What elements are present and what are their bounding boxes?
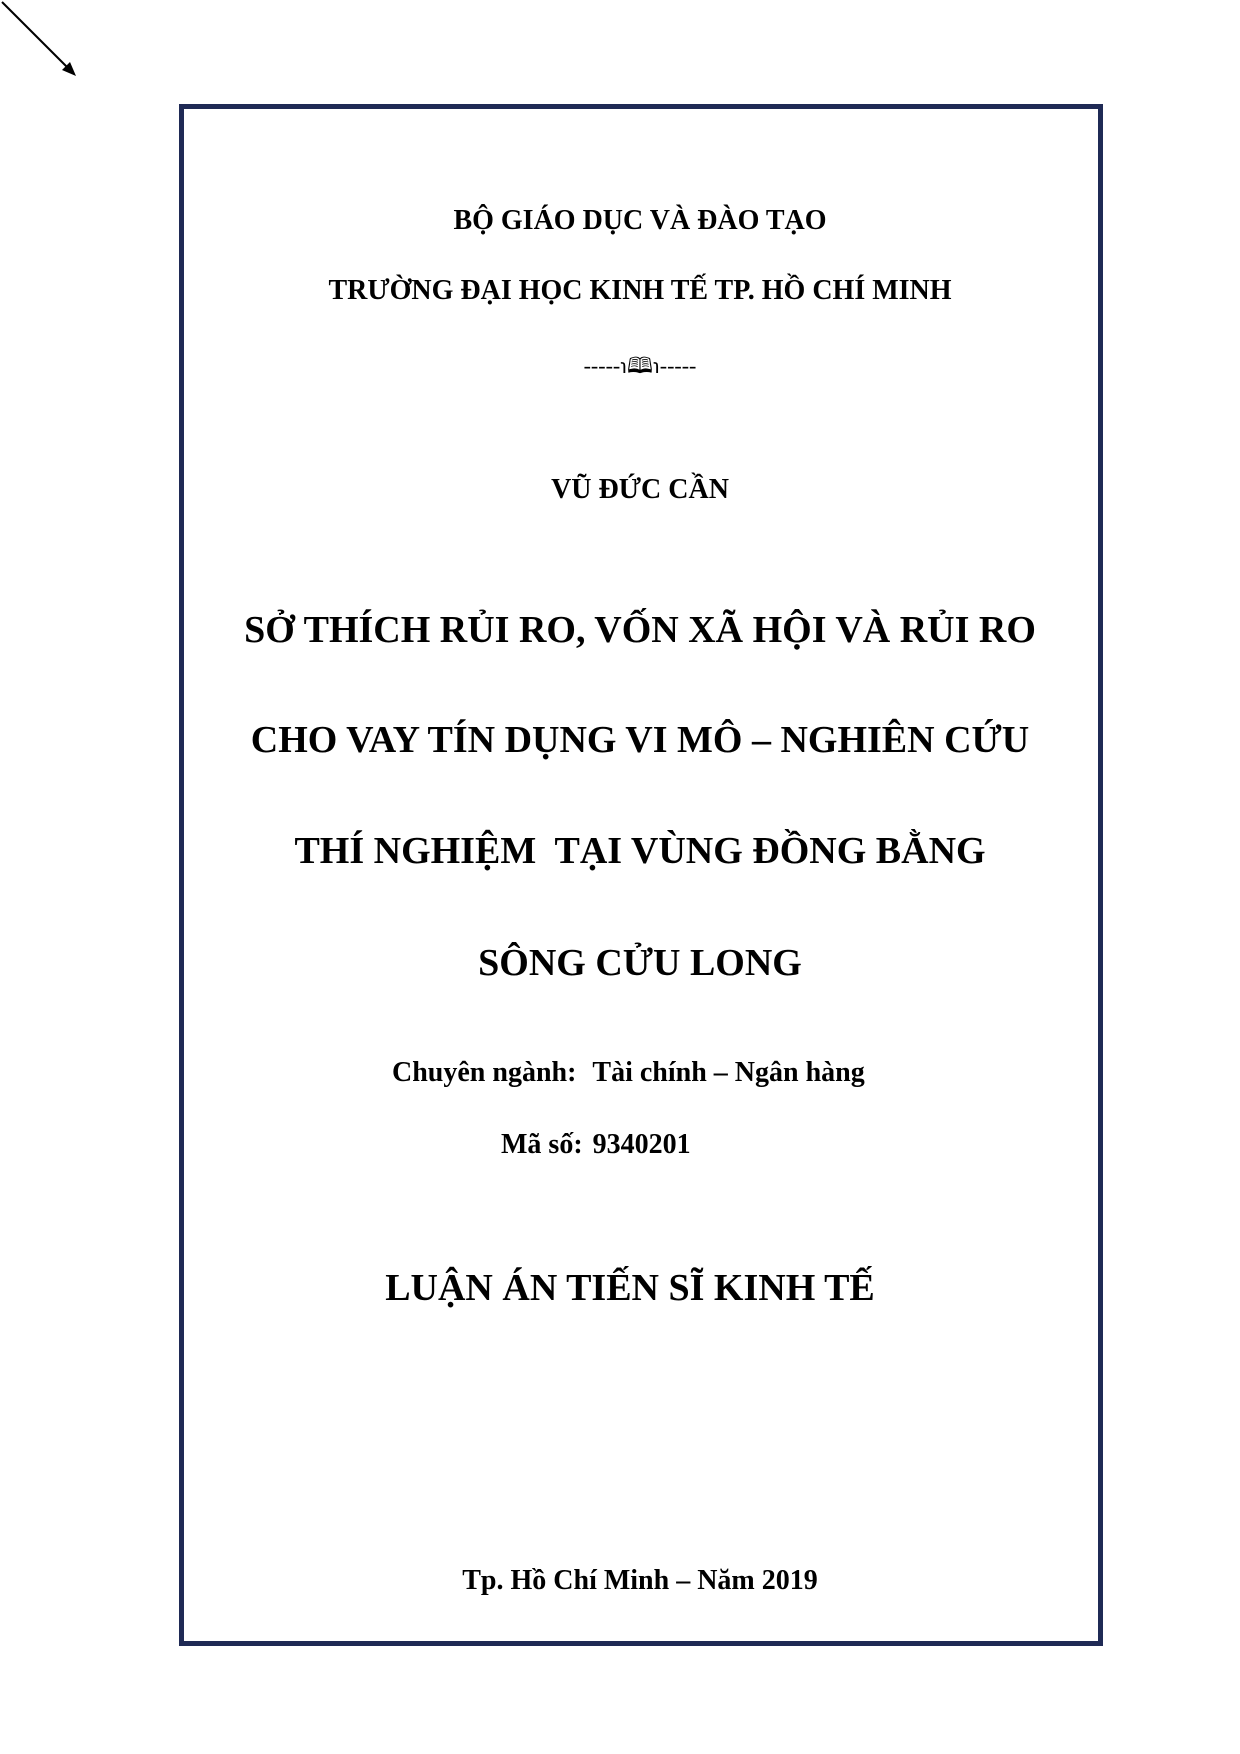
major-row bbox=[392, 1057, 865, 1089]
major-label: Chuyên ngành: bbox=[392, 1057, 577, 1088]
arrow-down-right-icon bbox=[0, 0, 90, 90]
code-label: Mã số: bbox=[501, 1129, 583, 1160]
author-name: VŨ ĐỨC CẦN bbox=[551, 474, 729, 505]
book-ornament-icon: -----℩🕮℩----- bbox=[583, 353, 697, 379]
degree-title: LUẬN ÁN TIẾN SĨ KINH TẾ bbox=[385, 1267, 875, 1309]
major-value: Tài chính – Ngân hàng bbox=[592, 1057, 865, 1088]
thesis-title-line: SỞ THÍCH RỦI RO, VỐN XÃ HỘI VÀ RỦI RO bbox=[244, 609, 1036, 651]
thesis-title-line: SÔNG CỬU LONG bbox=[478, 942, 802, 984]
page-border-frame bbox=[179, 104, 1103, 1646]
place-year: Tp. Hồ Chí Minh – Năm 2019 bbox=[462, 1565, 818, 1596]
ministry-name: BỘ GIÁO DỤC VÀ ĐÀO TẠO bbox=[453, 205, 827, 236]
code-value: 9340201 bbox=[592, 1129, 691, 1160]
thesis-title-line: CHO VAY TÍN DỤNG VI MÔ – NGHIÊN CỨU bbox=[250, 719, 1030, 761]
university-name: TRƯỜNG ĐẠI HỌC KINH TẾ TP. HỒ CHÍ MINH bbox=[328, 275, 952, 306]
thesis-title-line: THÍ NGHIỆM TẠI VÙNG ĐỒNG BẰNG bbox=[294, 830, 986, 872]
code-row bbox=[501, 1129, 691, 1161]
